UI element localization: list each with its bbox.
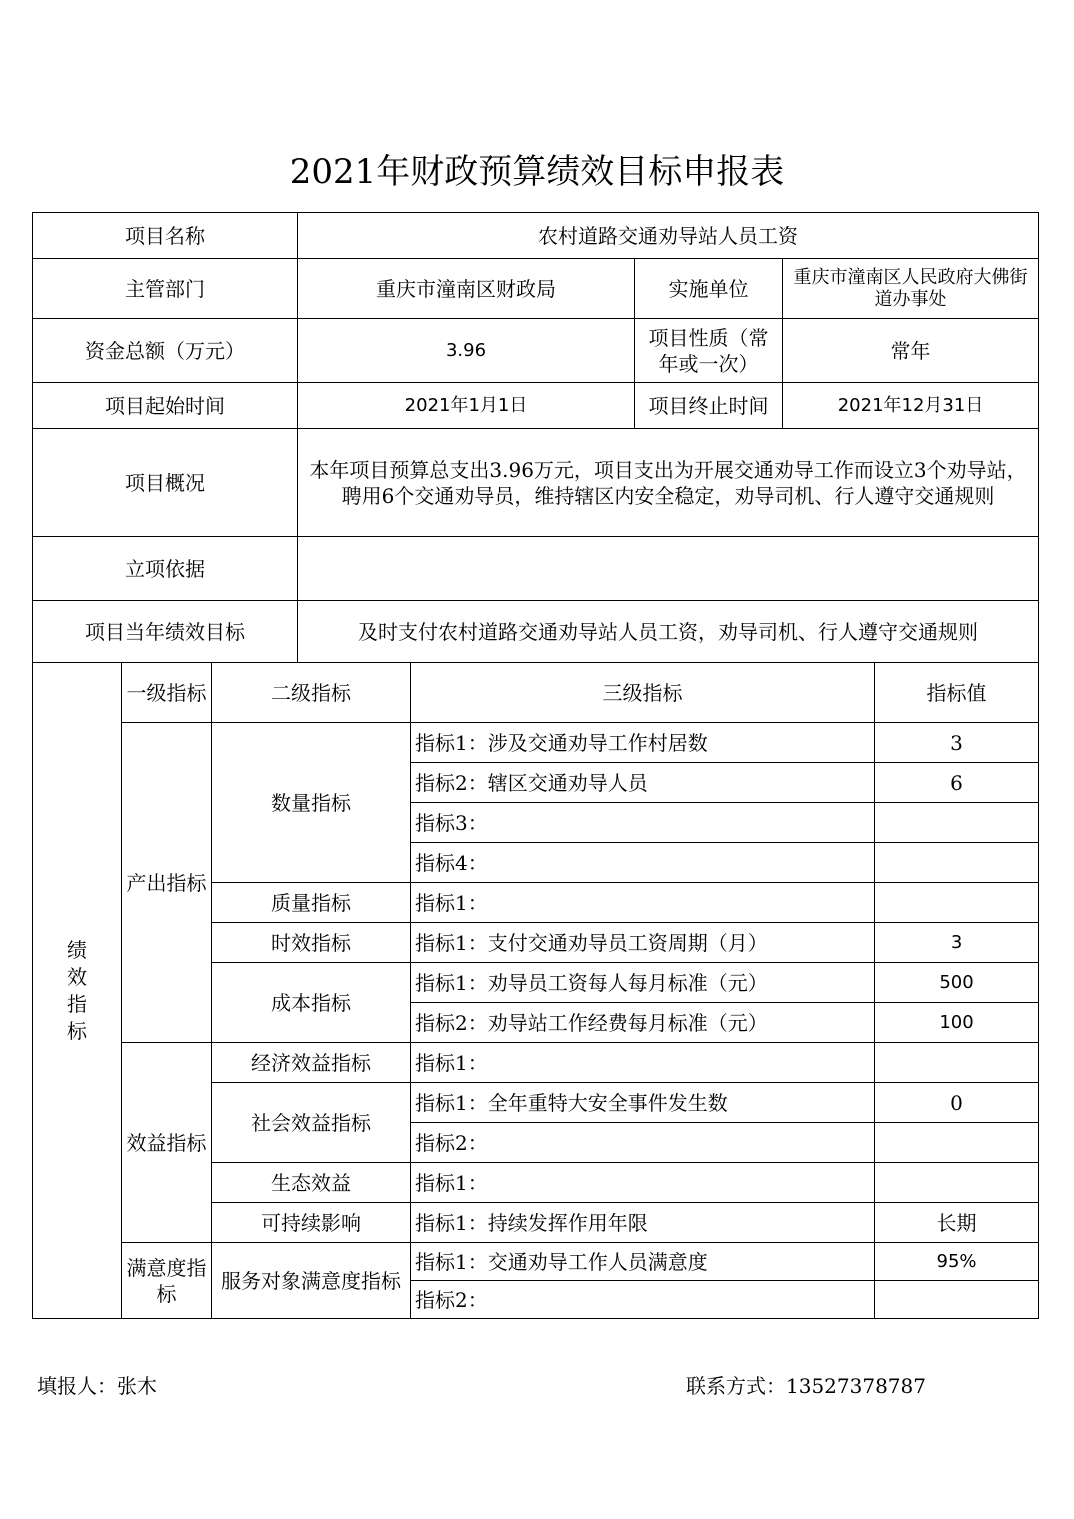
indicator-value bbox=[875, 843, 1039, 883]
indicator-name: 指标3： bbox=[411, 803, 875, 843]
indicator-value bbox=[875, 803, 1039, 843]
indicator-name: 指标1：涉及交通劝导工作村居数 bbox=[411, 723, 875, 763]
indicator-name: 指标1：交通劝导工作人员满意度 bbox=[411, 1243, 875, 1281]
indicator-name: 指标2： bbox=[411, 1123, 875, 1163]
row-dates bbox=[33, 383, 1039, 429]
value-start: 2021年1月1日 bbox=[298, 383, 635, 429]
budget-table bbox=[32, 212, 1039, 1319]
level1-satisfaction: 满意度指标 bbox=[122, 1243, 212, 1319]
level2-social: 社会效益指标 bbox=[212, 1083, 411, 1163]
indicator-name: 指标1：持续发挥作用年限 bbox=[411, 1203, 875, 1243]
table-row bbox=[33, 723, 1039, 763]
level2-service-satisfaction: 服务对象满意度指标 bbox=[212, 1243, 411, 1319]
indicator-name: 指标1： bbox=[411, 1043, 875, 1083]
row-goal bbox=[33, 601, 1039, 663]
level2-quantity: 数量指标 bbox=[212, 723, 411, 883]
row-basis bbox=[33, 537, 1039, 601]
row-funds bbox=[33, 319, 1039, 383]
indicator-value: 长期 bbox=[875, 1203, 1039, 1243]
label-impl: 实施单位 bbox=[635, 259, 783, 319]
indicator-value bbox=[875, 1043, 1039, 1083]
indicator-value: 3 bbox=[875, 723, 1039, 763]
table-row bbox=[33, 1243, 1039, 1281]
label-dept: 主管部门 bbox=[33, 259, 298, 319]
indicator-name: 指标2：辖区交通劝导人员 bbox=[411, 763, 875, 803]
value-end: 2021年12月31日 bbox=[783, 383, 1039, 429]
value-goal: 及时支付农村道路交通劝导站人员工资，劝导司机、行人遵守交通规则 bbox=[298, 601, 1039, 663]
header-level3: 三级指标 bbox=[411, 663, 875, 723]
value-dept: 重庆市潼南区财政局 bbox=[298, 259, 635, 319]
indicator-name: 指标2：劝导站工作经费每月标准（元） bbox=[411, 1003, 875, 1043]
indicator-name: 指标1：全年重特大安全事件发生数 bbox=[411, 1083, 875, 1123]
indicator-value: 95% bbox=[875, 1243, 1039, 1281]
level2-cost: 成本指标 bbox=[212, 963, 411, 1043]
level1-output: 产出指标 bbox=[122, 723, 212, 1043]
indicator-value: 6 bbox=[875, 763, 1039, 803]
indicator-value bbox=[875, 1123, 1039, 1163]
label-goal: 项目当年绩效目标 bbox=[33, 601, 298, 663]
value-overview: 本年项目预算总支出3.96万元，项目支出为开展交通劝导工作而设立3个劝导站，聘用6个交通劝导员，维持辖区内安全稳定，劝导司机、行人遵守交通规则 bbox=[298, 429, 1039, 537]
indicator-name: 指标1： bbox=[411, 883, 875, 923]
level2-quality: 质量指标 bbox=[212, 883, 411, 923]
level1-benefit: 效益指标 bbox=[122, 1043, 212, 1243]
label-end: 项目终止时间 bbox=[635, 383, 783, 429]
row-overview bbox=[33, 429, 1039, 537]
indicator-value: 0 bbox=[875, 1083, 1039, 1123]
row-dept bbox=[33, 259, 1039, 319]
label-overview: 项目概况 bbox=[33, 429, 298, 537]
indicator-name: 指标1： bbox=[411, 1163, 875, 1203]
label-funds: 资金总额（万元） bbox=[33, 319, 298, 383]
header-level1: 一级指标 bbox=[122, 663, 212, 723]
value-basis bbox=[298, 537, 1039, 601]
indicator-value: 500 bbox=[875, 963, 1039, 1003]
label-basis: 立项依据 bbox=[33, 537, 298, 601]
header-level2: 二级指标 bbox=[212, 663, 411, 723]
level2-economic: 经济效益指标 bbox=[212, 1043, 411, 1083]
indicator-name: 指标4： bbox=[411, 843, 875, 883]
label-project-name: 项目名称 bbox=[33, 213, 298, 259]
indicator-value bbox=[875, 883, 1039, 923]
value-nature: 常年 bbox=[783, 319, 1039, 383]
indicator-name: 指标1：支付交通劝导员工资周期（月） bbox=[411, 923, 875, 963]
level2-timeliness: 时效指标 bbox=[212, 923, 411, 963]
header-value: 指标值 bbox=[875, 663, 1039, 723]
footer-filler: 填报人：张木 bbox=[37, 1374, 157, 1398]
indicator-name: 指标2： bbox=[411, 1281, 875, 1319]
level2-ecological: 生态效益 bbox=[212, 1163, 411, 1203]
indicator-value bbox=[875, 1281, 1039, 1319]
value-project-name: 农村道路交通劝导站人员工资 bbox=[298, 213, 1039, 259]
indicator-value: 100 bbox=[875, 1003, 1039, 1043]
value-impl: 重庆市潼南区人民政府大佛街道办事处 bbox=[783, 259, 1039, 319]
indicator-header-row bbox=[33, 663, 1039, 723]
page-title: 2021年财政预算绩效目标申报表 bbox=[289, 152, 785, 192]
table-row bbox=[33, 1043, 1039, 1083]
footer-contact: 联系方式：13527378787 bbox=[686, 1374, 926, 1398]
row-project-name bbox=[33, 213, 1039, 259]
label-nature: 项目性质（常年或一次） bbox=[635, 319, 783, 383]
section-performance-indicators: 绩效指标 bbox=[33, 663, 122, 1319]
value-funds: 3.96 bbox=[298, 319, 635, 383]
indicator-value bbox=[875, 1163, 1039, 1203]
indicator-name: 指标1：劝导员工资每人每月标准（元） bbox=[411, 963, 875, 1003]
indicator-value: 3 bbox=[875, 923, 1039, 963]
level2-sustainable: 可持续影响 bbox=[212, 1203, 411, 1243]
label-start: 项目起始时间 bbox=[33, 383, 298, 429]
